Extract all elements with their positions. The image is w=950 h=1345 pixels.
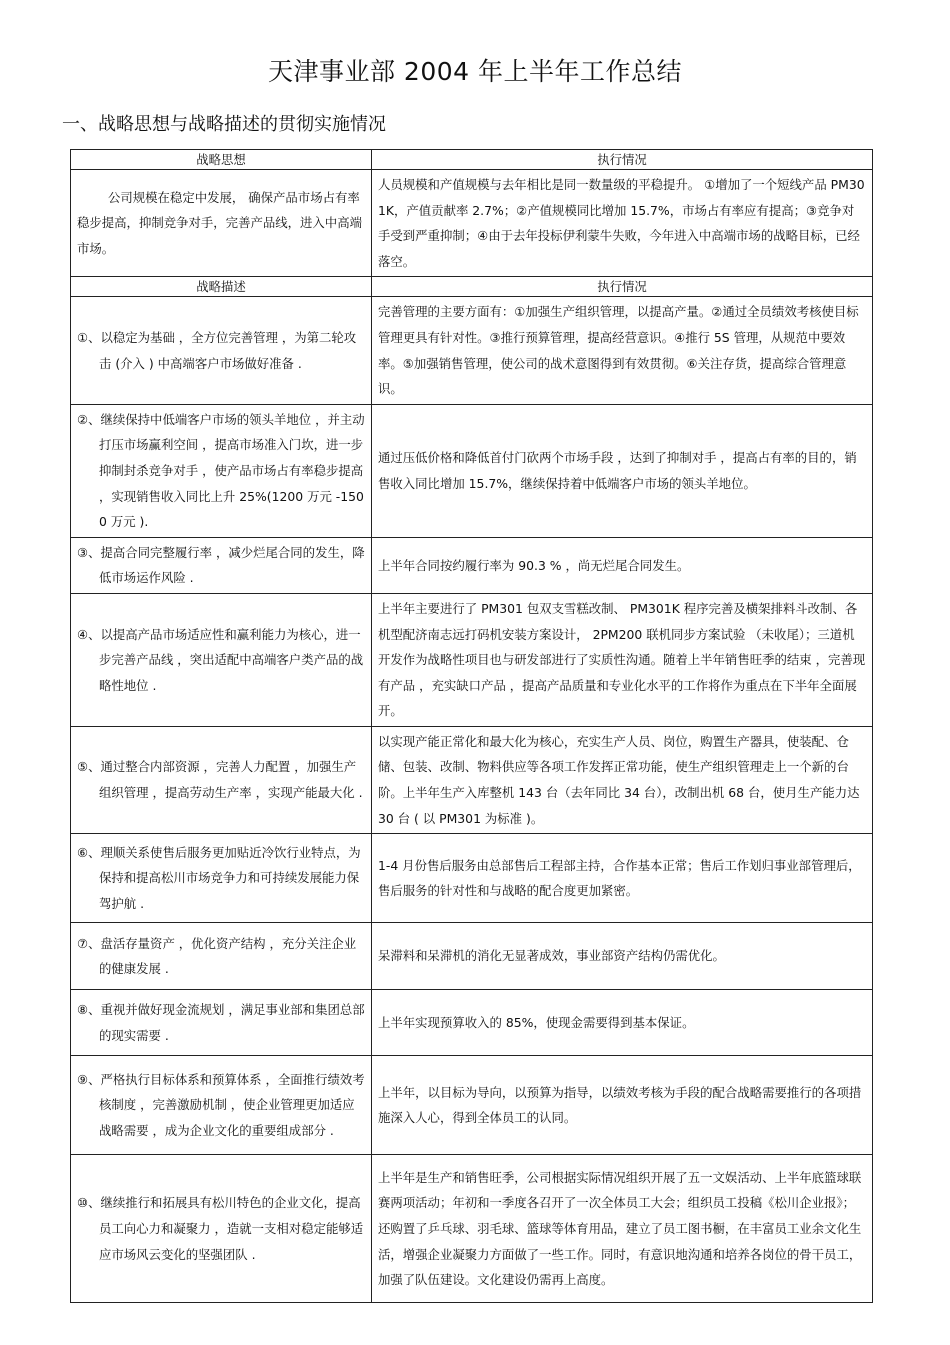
header-strategy-description: 战略描述 <box>71 277 372 297</box>
header-strategy-thought: 战略思想 <box>71 150 372 170</box>
description-cell: ⑧、重视并做好现金流规划 ，满足事业部和集团总部的现实需要 . <box>77 1002 365 1043</box>
section-heading: 一、战略思想与战略描述的贯彻实施情况 <box>62 114 386 135</box>
table-row <box>71 834 873 923</box>
strategy-thought-text: 公司规模在稳定中发展， 确保产品市场占有率稳步提高，抑制竞争对手，完善产品线，进入中高端市场。 <box>71 170 372 277</box>
execution-cell: 上半年实现预算收入的 85%，使现金需要得到基本保证。 <box>372 990 873 1056</box>
description-cell: ⑦、盘活存量资产 ，优化资产结构 ，充分关注企业的健康发展 . <box>77 935 357 977</box>
description-cell: ⑤、通过整合内部资源 ，完善人力配置 ，加强生产组织管理 ，提高劳动生产率 ，实现产能最大化 . <box>77 759 363 801</box>
description-cell: ①、以稳定为基础 ，全方位完善管理 ，为第二轮攻击 (介入 ) 中高端客户市场做好准备 . <box>77 329 357 371</box>
strategy-thought-execution: 人员规模和产值规模与去年相比是同一数量级的平稳提升。 ①增加了一个短线产品 PM301K，产值贡献率 2.7%；②产值规模同比增加 15.7%，市场占有率应有提高；③竞争对手受到严重抑制；④由于去年投标伊利蒙牛失败，今年进入中高端市场的战略目标，已经落空。 <box>372 170 873 277</box>
table-row <box>71 990 873 1056</box>
execution-cell: 完善管理的主要方面有：①加强生产组织管理，以提高产量。②通过全员绩效考核使目标管理更具有针对性。③推行预算管理，提高经营意识。④推行 5S 管理，从规范中要效率。⑤加强销售管理，使公司的战术意图得到有效贯彻。⑥关注存货，提高综合管理意识。 <box>372 297 873 404</box>
strategy-thought-row <box>71 170 873 277</box>
execution-cell: 上半年是生产和销售旺季，公司根据实际情况组织开展了五一文娱活动、上半年底篮球联赛两项活动；年初和一季度各召开了一次全体员工大会；组织员工投稿《松川企业报》；还购置了乒乓球、羽毛球、篮球等体育用品，建立了员工图书橱，在丰富员工业余文化生活，增强企业凝聚力方面做了一些工作。同时，有意识地沟通和培养各岗位的骨干员工，加强了队伍建设。文化建设仍需再上高度。 <box>372 1155 873 1303</box>
table-row <box>71 297 873 404</box>
strategy-execution-table <box>70 149 873 1303</box>
header-execution: 执行情况 <box>372 150 873 170</box>
description-cell: ⑨、严格执行目标体系和预算体系 ，全面推行绩效考核制度 ，完善激励机制 ，使企业管理更加适应战略需要 ，成为企业文化的重要组成部分 . <box>77 1071 365 1139</box>
table-header-row <box>71 150 873 170</box>
description-cell: ④、以提高产品市场适应性和赢利能力为核心，进一步完善产品线 ，突出适配中高端客户类产品的战略性地位 . <box>77 626 364 693</box>
execution-cell: 通过压低价格和降低首付门砍两个市场手段 ，达到了抑制对手 ，提高占有率的目的，销售收入同比增加 15.7%，继续保持着中低端客户市场的领头羊地位。 <box>372 404 873 537</box>
table-row <box>71 404 873 537</box>
execution-cell: 上半年主要进行了 PM301 包双支雪糕改制、 PM301K 程序完善及横架排料斗改制、各机型配济南志远打码机安装方案设计， 2PM200 联机同步方案试验 （未收尾）；三道机开发作为战略性项目也与研发部进行了实质性沟通。随着上半年销售旺季的结束 ，完善现有产品 ，充实缺口产品 ，提高产品质量和专业化水平的工作将作为重点在下半年全面展开。 <box>372 593 873 726</box>
table-row <box>71 726 873 833</box>
description-cell: ⑩、继续推行和拓展具有松川特色的企业文化，提高员工向心力和凝聚力 ，造就一支相对稳定能够适应市场风云变化的坚强团队 . <box>77 1195 364 1262</box>
execution-cell: 上半年合同按约履行率为 90.3 % ，尚无烂尾合同发生。 <box>372 537 873 593</box>
execution-cell: 以实现产能正常化和最大化为核心，充实生产人员、岗位，购置生产器具，使装配、仓储、包装、改制、物料供应等各项工作发挥正常功能，使生产组织管理走上一个新的台阶。上半年生产入库整机 143 台（去年同比 34 台），改制出机 68 台，使月生产能力达 30 台 ( 以 PM301 为标准 )。 <box>372 726 873 833</box>
table-row <box>71 1155 873 1303</box>
description-cell: ②、继续保持中低端客户市场的领头羊地位 ，并主动打压市场赢利空间 ，提高市场准入门坎，进一步抑制封杀竞争对手 ，使产品市场占有率稳步提高 ，实现销售收入同比上升 25%(1200 万元 -1500 万元 ). <box>77 411 365 530</box>
table-header-row <box>71 277 873 297</box>
table-row <box>71 537 873 593</box>
description-cell: ⑥、理顺关系使售后服务更加贴近冷饮行业特点，为保持和提高松川市场竞争力和可持续发展能力保驾护航 . <box>77 844 361 912</box>
table-row <box>71 923 873 990</box>
table-row <box>71 593 873 726</box>
execution-cell: 1-4 月份售后服务由总部售后工程部主持，合作基本正常；售后工作划归事业部管理后，售后服务的针对性和与战略的配合度更加紧密。 <box>372 834 873 923</box>
execution-cell: 呆滞料和呆滞机的消化无显著成效，事业部资产结构仍需优化。 <box>372 923 873 990</box>
description-cell: ③、提高合同完整履行率 ，减少烂尾合同的发生，降低市场运作风险 . <box>77 544 365 586</box>
execution-cell: 上半年，以目标为导向，以预算为指导，以绩效考核为手段的配合战略需要推行的各项措施深入人心，得到全体员工的认同。 <box>372 1056 873 1155</box>
header-execution: 执行情况 <box>372 277 873 297</box>
table-row <box>71 1056 873 1155</box>
document-title: 天津事业部 2004 年上半年工作总结 <box>267 57 683 86</box>
